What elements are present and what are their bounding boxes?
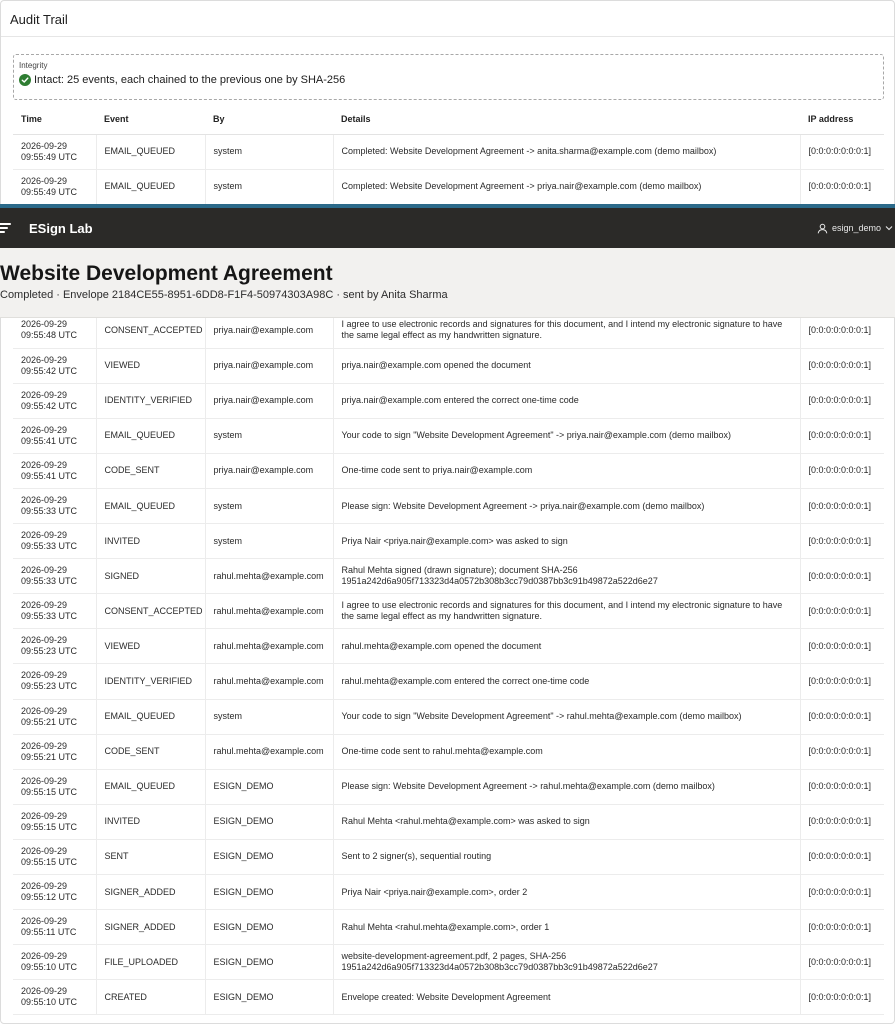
details-cell: Rahul Mehta <rahul.mehta@example.com> was asked to sign bbox=[333, 804, 800, 839]
app-name[interactable]: ESign Lab bbox=[29, 220, 93, 236]
table-row bbox=[13, 839, 884, 874]
table-row bbox=[13, 418, 884, 453]
table-row bbox=[13, 594, 884, 629]
event-cell: FILE_UPLOADED bbox=[96, 945, 205, 980]
time-cell bbox=[13, 699, 96, 734]
time-date: 2026-09-29 bbox=[21, 845, 68, 856]
check-circle-icon bbox=[19, 74, 31, 86]
details-cell: Envelope created: Website Development Agreement bbox=[333, 980, 800, 1015]
event-cell: EMAIL_QUEUED bbox=[96, 488, 205, 523]
column-header-by[interactable]: By bbox=[205, 104, 333, 134]
event-cell: CONSENT_ACCEPTED bbox=[96, 594, 205, 629]
time-cell bbox=[13, 383, 96, 418]
ip-cell: [0:0:0:0:0:0:0:1] bbox=[800, 769, 884, 804]
table-row bbox=[13, 559, 884, 594]
ip-cell: [0:0:0:0:0:0:0:1] bbox=[800, 169, 884, 204]
by-cell: rahul.mehta@example.com bbox=[205, 559, 333, 594]
time-cell bbox=[13, 804, 96, 839]
by-cell: priya.nair@example.com bbox=[205, 313, 333, 348]
by-cell: system bbox=[205, 524, 333, 559]
time-cell bbox=[13, 839, 96, 874]
integrity-box bbox=[13, 54, 884, 100]
time-cell bbox=[13, 769, 96, 804]
details-cell: One-time code sent to priya.nair@example.com bbox=[333, 453, 800, 488]
ip-cell: [0:0:0:0:0:0:0:1] bbox=[800, 664, 884, 699]
table-header-row bbox=[13, 104, 884, 134]
document-header bbox=[0, 248, 895, 318]
time-cell bbox=[13, 734, 96, 769]
ip-cell: [0:0:0:0:0:0:0:1] bbox=[800, 945, 884, 980]
table-row bbox=[13, 980, 884, 1015]
integrity-status-text: Intact: 25 events, each chained to the previous one by SHA-256 bbox=[34, 74, 346, 86]
event-cell: IDENTITY_VERIFIED bbox=[96, 383, 205, 418]
event-cell: EMAIL_QUEUED bbox=[96, 769, 205, 804]
time-cell bbox=[13, 629, 96, 664]
time-date: 2026-09-29 bbox=[21, 775, 68, 786]
details-cell: Please sign: Website Development Agreement -> priya.nair@example.com (demo mailbox) bbox=[333, 488, 800, 523]
time-date: 2026-09-29 bbox=[21, 740, 68, 751]
by-cell: rahul.mehta@example.com bbox=[205, 664, 333, 699]
time-cell bbox=[13, 945, 96, 980]
table-row bbox=[13, 664, 884, 699]
event-cell: INVITED bbox=[96, 804, 205, 839]
time-date: 2026-09-29 bbox=[21, 600, 68, 611]
time-clock: 09:55:21 UTC bbox=[21, 716, 78, 727]
by-cell: system bbox=[205, 488, 333, 523]
time-cell bbox=[13, 875, 96, 910]
by-cell: system bbox=[205, 418, 333, 453]
column-header-time[interactable]: Time bbox=[13, 104, 96, 134]
time-clock: 09:55:12 UTC bbox=[21, 892, 78, 903]
time-cell bbox=[13, 664, 96, 699]
time-date: 2026-09-29 bbox=[21, 319, 68, 330]
event-cell: CREATED bbox=[96, 980, 205, 1015]
details-cell: Rahul Mehta <rahul.mehta@example.com>, order 1 bbox=[333, 910, 800, 945]
ip-cell: [0:0:0:0:0:0:0:1] bbox=[800, 313, 884, 348]
event-cell: VIEWED bbox=[96, 348, 205, 383]
time-date: 2026-09-29 bbox=[21, 530, 68, 541]
details-cell: Your code to sign "Website Development Agreement" -> priya.nair@example.com (demo mailbox) bbox=[333, 418, 800, 453]
by-cell: rahul.mehta@example.com bbox=[205, 734, 333, 769]
table-row bbox=[13, 945, 884, 980]
time-clock: 09:55:42 UTC bbox=[21, 365, 78, 376]
time-clock: 09:55:33 UTC bbox=[21, 541, 78, 552]
time-clock: 09:55:11 UTC bbox=[21, 927, 77, 938]
table-row bbox=[13, 629, 884, 664]
table-row bbox=[13, 769, 884, 804]
table-row bbox=[13, 524, 884, 559]
table-row bbox=[13, 453, 884, 488]
time-clock: 09:55:10 UTC bbox=[21, 962, 78, 973]
ip-cell: [0:0:0:0:0:0:0:1] bbox=[800, 348, 884, 383]
ip-cell: [0:0:0:0:0:0:0:1] bbox=[800, 383, 884, 418]
integrity-label: Integrity bbox=[19, 61, 48, 70]
time-cell bbox=[13, 169, 96, 204]
time-date: 2026-09-29 bbox=[21, 565, 68, 576]
table-row bbox=[13, 169, 884, 204]
user-menu[interactable] bbox=[817, 223, 893, 234]
time-date: 2026-09-29 bbox=[21, 175, 68, 186]
time-clock: 09:55:15 UTC bbox=[21, 786, 78, 797]
details-cell: I agree to use electronic records and signatures for this document, and I intend my electronic signature to have the same legal effect as my handwritten signature. bbox=[333, 594, 800, 629]
panel-title: Audit Trail bbox=[1, 1, 894, 37]
menu-icon[interactable] bbox=[0, 223, 11, 233]
event-cell: CODE_SENT bbox=[96, 734, 205, 769]
time-date: 2026-09-29 bbox=[21, 354, 68, 365]
time-clock: 09:55:49 UTC bbox=[21, 186, 78, 197]
event-cell: CODE_SENT bbox=[96, 453, 205, 488]
time-date: 2026-09-29 bbox=[21, 951, 68, 962]
ip-cell: [0:0:0:0:0:0:0:1] bbox=[800, 559, 884, 594]
time-clock: 09:55:23 UTC bbox=[21, 646, 78, 657]
by-cell: ESIGN_DEMO bbox=[205, 945, 333, 980]
details-cell: Priya Nair <priya.nair@example.com>, order 2 bbox=[333, 875, 800, 910]
time-clock: 09:55:42 UTC bbox=[21, 400, 78, 411]
details-cell: Completed: Website Development Agreement -> anita.sharma@example.com (demo mailbox) bbox=[333, 134, 800, 169]
table-row bbox=[13, 488, 884, 523]
time-cell bbox=[13, 910, 96, 945]
time-cell bbox=[13, 134, 96, 169]
page-title: Website Development Agreement bbox=[0, 262, 333, 285]
ip-cell: [0:0:0:0:0:0:0:1] bbox=[800, 875, 884, 910]
event-cell: CONSENT_ACCEPTED bbox=[96, 313, 205, 348]
audit-table bbox=[13, 104, 884, 205]
ip-cell: [0:0:0:0:0:0:0:1] bbox=[800, 134, 884, 169]
time-clock: 09:55:15 UTC bbox=[21, 821, 78, 832]
by-cell: rahul.mehta@example.com bbox=[205, 594, 333, 629]
integrity-status bbox=[19, 74, 878, 86]
event-cell: IDENTITY_VERIFIED bbox=[96, 664, 205, 699]
by-cell: priya.nair@example.com bbox=[205, 348, 333, 383]
time-date: 2026-09-29 bbox=[21, 705, 68, 716]
table-row bbox=[13, 910, 884, 945]
by-cell: ESIGN_DEMO bbox=[205, 875, 333, 910]
by-cell: priya.nair@example.com bbox=[205, 383, 333, 418]
event-cell: EMAIL_QUEUED bbox=[96, 418, 205, 453]
details-cell: rahul.mehta@example.com entered the correct one-time code bbox=[333, 664, 800, 699]
time-clock: 09:55:10 UTC bbox=[21, 997, 78, 1008]
details-cell: I agree to use electronic records and signatures for this document, and I intend my electronic signature to have the same legal effect as my handwritten signature. bbox=[333, 313, 800, 348]
details-cell: priya.nair@example.com entered the correct one-time code bbox=[333, 383, 800, 418]
time-clock: 09:55:48 UTC bbox=[21, 330, 78, 341]
by-cell: system bbox=[205, 134, 333, 169]
by-cell: ESIGN_DEMO bbox=[205, 980, 333, 1015]
app-header bbox=[0, 204, 895, 248]
event-cell: EMAIL_QUEUED bbox=[96, 134, 205, 169]
details-cell: Priya Nair <priya.nair@example.com> was asked to sign bbox=[333, 524, 800, 559]
by-cell: ESIGN_DEMO bbox=[205, 769, 333, 804]
by-cell: ESIGN_DEMO bbox=[205, 910, 333, 945]
table-row bbox=[13, 348, 884, 383]
by-cell: system bbox=[205, 699, 333, 734]
ip-cell: [0:0:0:0:0:0:0:1] bbox=[800, 629, 884, 664]
details-cell: Completed: Website Development Agreement -> priya.nair@example.com (demo mailbox) bbox=[333, 169, 800, 204]
details-cell: Please sign: Website Development Agreement -> rahul.mehta@example.com (demo mailbox) bbox=[333, 769, 800, 804]
document-subtitle: Completed · Envelope 2184CE55-8951-6DD8-F1F4-50974303A98C · sent by Anita Sharma bbox=[0, 289, 448, 301]
event-cell: VIEWED bbox=[96, 629, 205, 664]
user-icon bbox=[817, 223, 828, 234]
audit-table-continued bbox=[13, 313, 884, 1015]
by-cell: priya.nair@example.com bbox=[205, 453, 333, 488]
by-cell: ESIGN_DEMO bbox=[205, 804, 333, 839]
time-date: 2026-09-29 bbox=[21, 881, 68, 892]
event-cell: EMAIL_QUEUED bbox=[96, 699, 205, 734]
table-row bbox=[13, 875, 884, 910]
time-clock: 09:55:21 UTC bbox=[21, 751, 78, 762]
details-cell: Your code to sign "Website Development Agreement" -> rahul.mehta@example.com (demo mailbox) bbox=[333, 699, 800, 734]
time-date: 2026-09-29 bbox=[21, 916, 68, 927]
time-cell bbox=[13, 559, 96, 594]
ip-cell: [0:0:0:0:0:0:0:1] bbox=[800, 839, 884, 874]
details-cell: Sent to 2 signer(s), sequential routing bbox=[333, 839, 800, 874]
time-date: 2026-09-29 bbox=[21, 810, 68, 821]
time-clock: 09:55:41 UTC bbox=[21, 435, 78, 446]
time-clock: 09:55:23 UTC bbox=[21, 681, 78, 692]
time-clock: 09:55:33 UTC bbox=[21, 506, 78, 517]
ip-cell: [0:0:0:0:0:0:0:1] bbox=[800, 594, 884, 629]
column-header-details[interactable]: Details bbox=[333, 104, 800, 134]
ip-cell: [0:0:0:0:0:0:0:1] bbox=[800, 418, 884, 453]
time-date: 2026-09-29 bbox=[21, 140, 68, 151]
time-cell bbox=[13, 524, 96, 559]
ip-cell: [0:0:0:0:0:0:0:1] bbox=[800, 980, 884, 1015]
time-date: 2026-09-29 bbox=[21, 986, 68, 997]
time-date: 2026-09-29 bbox=[21, 635, 68, 646]
time-cell bbox=[13, 488, 96, 523]
details-cell: priya.nair@example.com opened the document bbox=[333, 348, 800, 383]
table-row bbox=[13, 383, 884, 418]
ip-cell: [0:0:0:0:0:0:0:1] bbox=[800, 804, 884, 839]
time-clock: 09:55:41 UTC bbox=[21, 470, 78, 481]
table-row bbox=[13, 134, 884, 169]
time-date: 2026-09-29 bbox=[21, 424, 68, 435]
details-cell: rahul.mehta@example.com opened the document bbox=[333, 629, 800, 664]
time-cell bbox=[13, 418, 96, 453]
by-cell: system bbox=[205, 169, 333, 204]
time-date: 2026-09-29 bbox=[21, 459, 68, 470]
ip-cell: [0:0:0:0:0:0:0:1] bbox=[800, 699, 884, 734]
time-clock: 09:55:33 UTC bbox=[21, 576, 78, 587]
by-cell: rahul.mehta@example.com bbox=[205, 629, 333, 664]
ip-cell: [0:0:0:0:0:0:0:1] bbox=[800, 734, 884, 769]
time-clock: 09:55:15 UTC bbox=[21, 856, 78, 867]
time-cell bbox=[13, 313, 96, 348]
details-cell: website-development-agreement.pdf, 2 pages, SHA-256 1951a242d6a905f713323d4a0572b308b3cc79d0387bb3c91b49872a522d6e27 bbox=[333, 945, 800, 980]
column-header-ip[interactable]: IP address bbox=[800, 104, 884, 134]
event-cell: INVITED bbox=[96, 524, 205, 559]
column-header-event[interactable]: Event bbox=[96, 104, 205, 134]
chevron-down-icon bbox=[885, 225, 893, 231]
ip-cell: [0:0:0:0:0:0:0:1] bbox=[800, 524, 884, 559]
ip-cell: [0:0:0:0:0:0:0:1] bbox=[800, 453, 884, 488]
details-cell: One-time code sent to rahul.mehta@example.com bbox=[333, 734, 800, 769]
time-cell bbox=[13, 980, 96, 1015]
time-date: 2026-09-29 bbox=[21, 670, 68, 681]
time-date: 2026-09-29 bbox=[21, 495, 68, 506]
table-row bbox=[13, 699, 884, 734]
event-cell: SIGNER_ADDED bbox=[96, 875, 205, 910]
event-cell: SENT bbox=[96, 839, 205, 874]
table-row bbox=[13, 804, 884, 839]
time-clock: 09:55:33 UTC bbox=[21, 611, 78, 622]
table-row bbox=[13, 313, 884, 348]
details-cell: Rahul Mehta signed (drawn signature); document SHA-256 1951a242d6a905f713323d4a0572b308b3cc79d0387bb3c91b49872a522d6e27 bbox=[333, 559, 800, 594]
ip-cell: [0:0:0:0:0:0:0:1] bbox=[800, 488, 884, 523]
event-cell: SIGNER_ADDED bbox=[96, 910, 205, 945]
event-cell: SIGNED bbox=[96, 559, 205, 594]
table-row bbox=[13, 734, 884, 769]
ip-cell: [0:0:0:0:0:0:0:1] bbox=[800, 910, 884, 945]
time-cell bbox=[13, 348, 96, 383]
time-cell bbox=[13, 594, 96, 629]
time-cell bbox=[13, 453, 96, 488]
by-cell: ESIGN_DEMO bbox=[205, 839, 333, 874]
time-date: 2026-09-29 bbox=[21, 389, 68, 400]
event-cell: EMAIL_QUEUED bbox=[96, 169, 205, 204]
time-clock: 09:55:49 UTC bbox=[21, 151, 78, 162]
user-name: esign_demo bbox=[831, 223, 881, 233]
